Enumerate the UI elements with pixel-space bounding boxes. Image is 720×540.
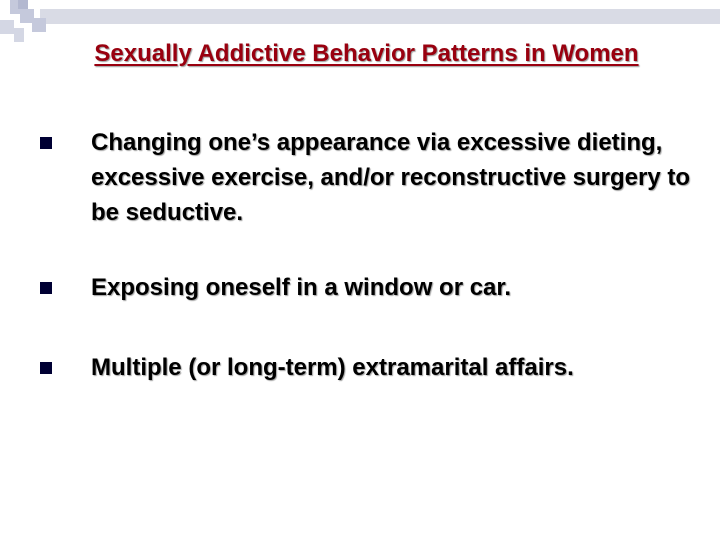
corner-square bbox=[20, 9, 34, 23]
square-bullet-icon bbox=[40, 137, 52, 149]
slide-title: Sexually Addictive Behavior Patterns in Women bbox=[94, 40, 639, 67]
corner-square bbox=[0, 20, 14, 34]
corner-square bbox=[18, 0, 28, 9]
bullet-item bbox=[40, 125, 690, 230]
bullet-text: Changing one’s appearance via excessive dieting, excessive exercise, and/or reconstructive surgery to be seductive. bbox=[91, 129, 690, 226]
bullet-text: Multiple (or long-term) extramarital affairs. bbox=[91, 354, 574, 381]
bullet-item bbox=[40, 270, 690, 305]
corner-bar-top bbox=[40, 9, 720, 24]
square-bullet-icon bbox=[40, 362, 52, 374]
square-bullet-icon bbox=[40, 282, 52, 294]
corner-square bbox=[32, 18, 46, 32]
bullet-text: Exposing oneself in a window or car. bbox=[91, 274, 512, 301]
bullet-item bbox=[40, 350, 690, 385]
